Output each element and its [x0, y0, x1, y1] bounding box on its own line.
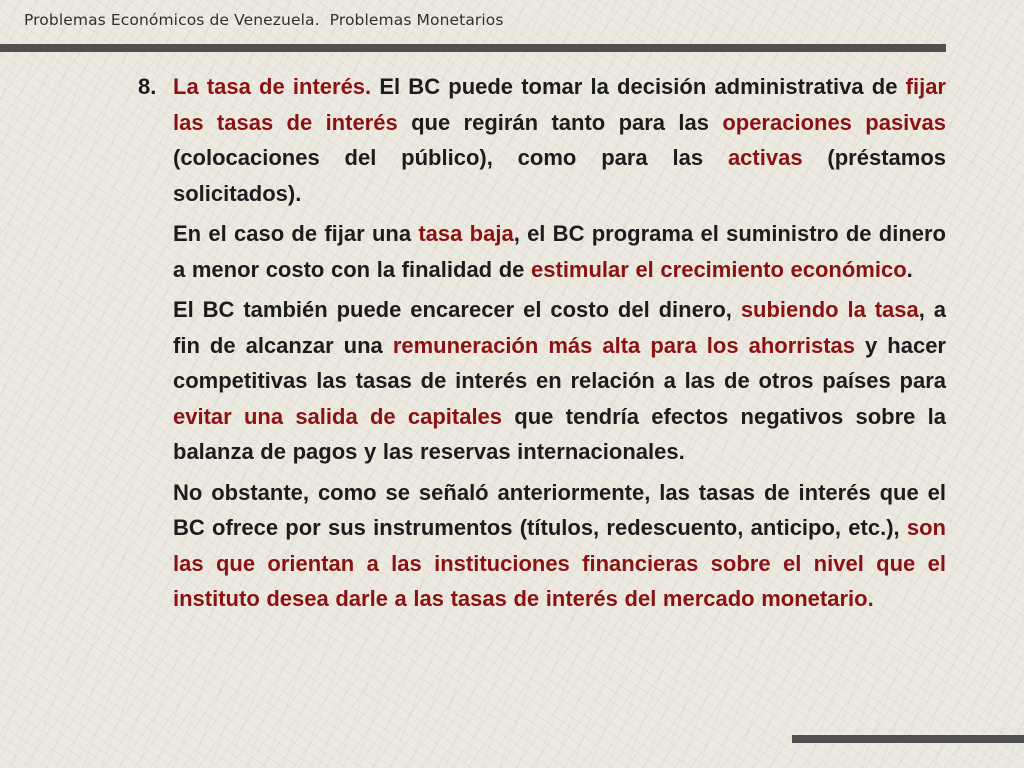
p1-run-6: activas [727, 145, 803, 170]
top-rule [0, 44, 946, 52]
p3-run-1: subiendo la tasa [740, 297, 919, 322]
p1-run-7: (préstamos solicitados). [173, 145, 946, 206]
p1-run-0: La tasa de interés. [173, 74, 372, 99]
point-number: 8. [138, 74, 157, 99]
p4-run-0: No obstante, como se señaló anteriormente, las tasas de interés que el BC ofrece por sus instrumentos (títulos, redescuento, anticipo, etc.), [173, 479, 946, 540]
p3-run-6: que tendría efectos negativos sobre la balanza de pagos y las reservas internacionales. [173, 403, 946, 464]
p3-run-5: evitar una salida de capitales [173, 403, 503, 429]
p2-run-1: tasa baja [418, 221, 514, 246]
point-8 [138, 69, 946, 216]
p3-run-0: El BC también puede encarecer el costo del dinero, [173, 297, 741, 322]
p3-run-2: , a fin de alcanzar una [173, 297, 946, 358]
paragraph-3 [173, 292, 946, 470]
p2-run-4: . [906, 256, 913, 282]
p4-run-1: son las que orientan a las instituciones financieras sobre el nivel que el instituto desea darle a las tasas de interés del mercado monetario. [173, 515, 946, 611]
paragraph-4 [173, 475, 946, 617]
p3-run-3: remuneración más alta para los ahorristas [392, 332, 855, 358]
p1-run-4: operaciones pasivas [722, 109, 946, 135]
p1-run-3: que regirán tanto para las [397, 109, 723, 135]
slide-content [138, 69, 946, 622]
p3-run-4: y hacer competitivas las tasas de interés en relación a las de otros países para [173, 332, 946, 393]
p1-run-5: (colocaciones del público), como para las [173, 145, 728, 170]
p1-run-2: fijar las tasas de interés [173, 74, 946, 135]
p1-run-1: El BC puede tomar la decisión administrativa de [371, 74, 906, 99]
paragraph-2 [173, 216, 946, 287]
p2-run-3: estimular el crecimiento económico [531, 256, 907, 282]
paragraph-1 [173, 69, 946, 211]
slide-header: Problemas Económicos de Venezuela. Problemas Monetarios [24, 11, 504, 29]
bottom-rule [792, 735, 1024, 743]
p2-run-0: En el caso de fijar una [173, 221, 419, 246]
p2-run-2: , el BC programa el suministro de dinero a menor costo con la finalidad de [173, 221, 946, 282]
